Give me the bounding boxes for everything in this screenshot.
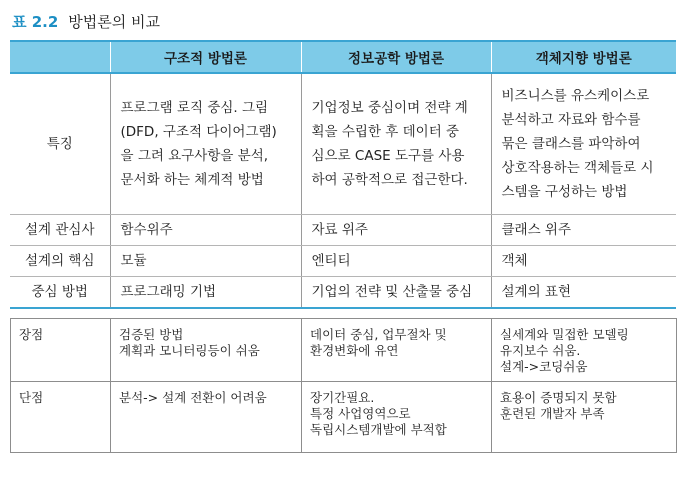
table-cell: 클래스 위주 <box>491 215 676 246</box>
row-label: 중심 방법 <box>10 277 110 309</box>
cell-line: 비즈니스를 유스케이스로 <box>501 88 650 104</box>
cell-line: 검증된 방법 <box>119 327 184 342</box>
cell-line: 하여 공학적으로 접근한다. <box>311 172 468 188</box>
cell-line: 훈련된 개발자 부족 <box>500 406 605 421</box>
feature-cell-object-oriented <box>491 73 676 215</box>
cell-line: 유지보수 쉬움. <box>500 343 581 358</box>
cell-line: 독립시스템개발에 부적합 <box>310 422 447 437</box>
table-cell: 모듈 <box>110 246 301 277</box>
header-row <box>10 41 676 73</box>
advantages-row <box>11 319 677 382</box>
cell-line: 분석-> 설계 전환이 어려움 <box>119 390 267 405</box>
disadvantages-row <box>11 382 677 453</box>
table-cell: 기업의 전략 및 산출물 중심 <box>301 277 491 309</box>
table-cell <box>492 382 677 453</box>
header-corner <box>10 41 110 73</box>
table-cell: 엔티티 <box>301 246 491 277</box>
cell-line: 환경변화에 유연 <box>310 343 399 358</box>
table-row <box>10 246 676 277</box>
feature-cell-structured <box>110 73 301 215</box>
cell-line: 상호작용하는 객체들로 시 <box>501 160 654 176</box>
row-label: 설계의 핵심 <box>10 246 110 277</box>
row-label: 단점 <box>11 382 111 453</box>
feature-cell-information-engineering <box>301 73 491 215</box>
row-label: 특징 <box>10 73 110 215</box>
table-cell <box>111 382 302 453</box>
table-cell <box>302 382 492 453</box>
table-row <box>10 277 676 309</box>
table-number: 표 2.2 <box>12 12 59 31</box>
cell-line: 실세계와 밀접한 모델링 <box>500 327 629 342</box>
cell-line: 심으로 CASE 도구를 사용 <box>311 148 465 164</box>
table-caption <box>12 8 160 34</box>
table-cell: 객체 <box>491 246 676 277</box>
cell-line: 분석하고 자료와 함수를 <box>501 112 641 128</box>
cell-line: 계획과 모니터링등이 쉬움 <box>119 343 260 358</box>
table-cell: 프로그래밍 기법 <box>110 277 301 309</box>
cell-line: 설계->코딩쉬움 <box>500 359 588 374</box>
table-cell: 설계의 표현 <box>491 277 676 309</box>
methodology-comparison-table <box>10 40 676 309</box>
row-label: 장점 <box>11 319 111 382</box>
cell-line: 을 그려 요구사항을 분석, <box>120 148 269 164</box>
table-cell <box>302 319 492 382</box>
pros-cons-table <box>10 318 677 453</box>
table-row <box>10 215 676 246</box>
table-title: 방법론의 비교 <box>68 12 161 31</box>
table-cell: 자료 위주 <box>301 215 491 246</box>
cell-line: 프로그램 로직 중심. 그림 <box>120 100 269 116</box>
table-cell <box>111 319 302 382</box>
cell-line: 기업정보 중심이며 전략 계 <box>311 100 468 116</box>
cell-line: 획을 수립한 후 데이터 중 <box>311 124 460 140</box>
feature-row <box>10 73 676 215</box>
cell-line: 문서화 하는 체계적 방법 <box>120 172 264 188</box>
row-label: 설계 관심사 <box>10 215 110 246</box>
table-cell: 함수위주 <box>110 215 301 246</box>
cell-line: 묶은 클래스를 파악하여 <box>501 136 641 152</box>
cell-line: 효용이 증명되지 못함 <box>500 390 617 405</box>
header-information-engineering: 정보공학 방법론 <box>301 41 491 73</box>
cell-line: 데이터 중심, 업무절차 및 <box>310 327 447 342</box>
cell-line: 특정 사업영역으로 <box>310 406 411 421</box>
header-structured: 구조적 방법론 <box>110 41 301 73</box>
cell-line: (DFD, 구조적 다이어그램) <box>120 124 277 140</box>
table-cell <box>492 319 677 382</box>
cell-line: 장기간필요. <box>310 390 375 405</box>
header-object-oriented: 객체지향 방법론 <box>491 41 676 73</box>
cell-line: 스템을 구성하는 방법 <box>501 184 628 200</box>
